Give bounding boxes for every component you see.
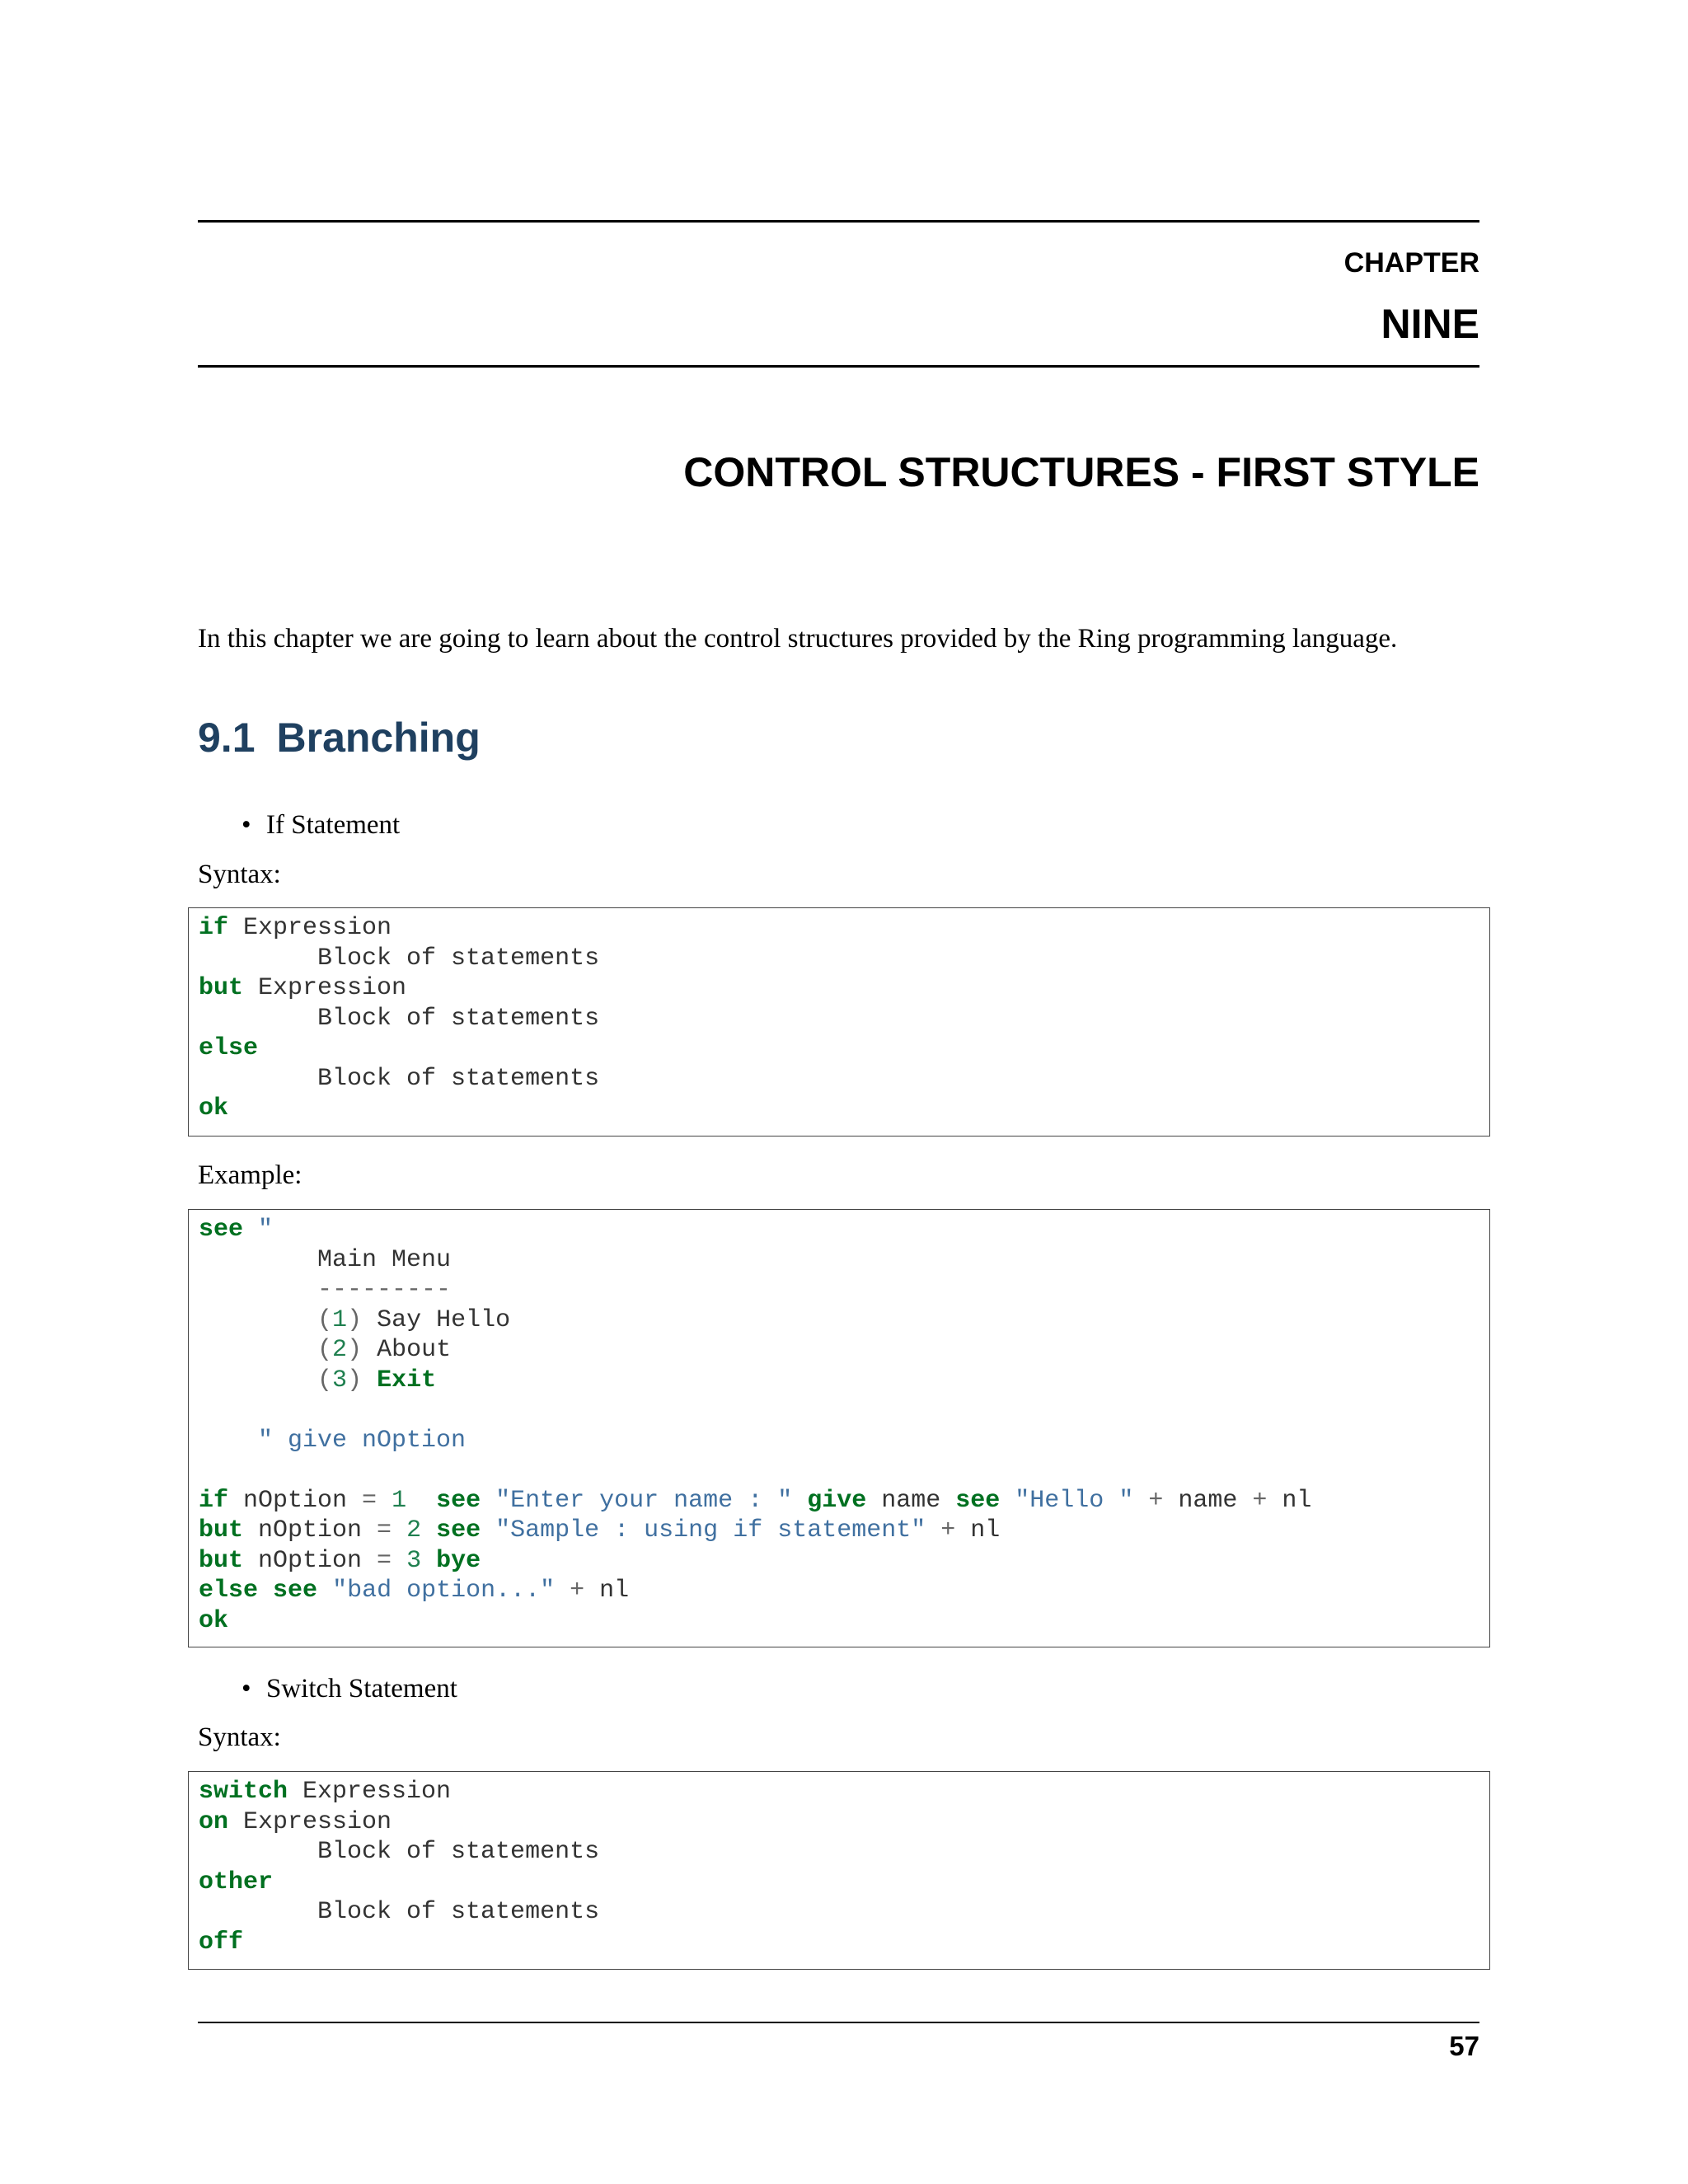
code-text: Say Hello (362, 1305, 511, 1334)
code-keyword: but (199, 1546, 244, 1575)
code-text (421, 1547, 436, 1575)
code-text: Expression (243, 974, 407, 1002)
switch-syntax-code-block (188, 1771, 1490, 1970)
code-line (199, 1094, 228, 1122)
bullet-dot: • (241, 1674, 251, 1704)
if-syntax-code (189, 908, 1489, 1127)
code-text: Block of statements (199, 944, 600, 972)
code-keyword: switch (199, 1778, 288, 1806)
code-line (199, 1808, 392, 1836)
code-operator: = (362, 1486, 377, 1515)
code-text (1000, 1487, 1015, 1515)
code-keyword: but (199, 1516, 244, 1544)
chapter-top-rule (198, 220, 1479, 223)
code-keyword: if (199, 914, 229, 942)
code-text: Expression (228, 1807, 392, 1836)
code-line (199, 1929, 243, 1957)
bullet-switch-statement (241, 1674, 457, 1704)
code-number: 3 (332, 1366, 348, 1394)
chapter-title: CONTROL STRUCTURES - FIRST STYLE (683, 449, 1479, 495)
code-text (199, 1427, 258, 1455)
code-text: name (1163, 1486, 1253, 1515)
code-keyword: other (199, 1868, 274, 1896)
code-line (199, 1898, 599, 1926)
if-example-code-block (188, 1209, 1490, 1647)
code-number: 2 (406, 1516, 422, 1544)
code-text (792, 1487, 807, 1515)
code-line (199, 1516, 1000, 1544)
code-line (199, 974, 406, 1002)
code-line (199, 1246, 451, 1274)
bullet-dot: • (241, 810, 251, 840)
bullet-if-statement (241, 810, 400, 841)
code-keyword: if (199, 1486, 229, 1515)
page-number: 57 (1449, 2031, 1479, 2061)
chapter-bottom-rule (198, 365, 1479, 368)
code-text (199, 1366, 317, 1394)
code-string: "bad option..." (332, 1577, 556, 1605)
code-text (317, 1577, 332, 1605)
code-keyword: see (436, 1486, 481, 1515)
code-text (199, 1276, 317, 1304)
code-line (199, 1276, 451, 1304)
if-example-code (189, 1210, 1489, 1639)
code-line (199, 1838, 599, 1866)
code-text (243, 1216, 258, 1244)
code-number: 1 (392, 1486, 407, 1515)
code-text (1133, 1487, 1148, 1515)
code-text: nOption (243, 1516, 377, 1544)
code-keyword: but (199, 974, 244, 1002)
syntax-label-2: Syntax: (198, 1722, 281, 1752)
code-string: " give nOption (258, 1426, 467, 1455)
code-text (406, 1487, 436, 1515)
if-syntax-code-block (188, 907, 1490, 1137)
code-operator: ) (347, 1336, 363, 1364)
code-number: 2 (332, 1336, 348, 1364)
code-text: Block of statements (199, 1838, 600, 1866)
code-operator: ( (317, 1366, 333, 1394)
code-text (926, 1516, 940, 1544)
code-operator: = (377, 1516, 392, 1544)
switch-syntax-code (189, 1772, 1489, 1961)
syntax-label-1: Syntax: (198, 860, 281, 889)
code-line (199, 944, 599, 972)
code-line (199, 1336, 451, 1364)
code-line (199, 1306, 510, 1334)
code-operator: ( (317, 1336, 333, 1364)
code-text (392, 1547, 406, 1575)
code-string: "Hello " (1015, 1486, 1134, 1515)
code-keyword: ok (199, 1606, 229, 1635)
code-text: nOption (243, 1546, 377, 1575)
code-text: nl (1267, 1486, 1312, 1515)
code-line (199, 1005, 599, 1033)
section-title: Branching (276, 715, 481, 761)
code-operator: + (1252, 1486, 1268, 1515)
code-string: "Enter your name : " (495, 1486, 793, 1515)
section-number: 9.1 (198, 715, 256, 761)
code-keyword: see (273, 1577, 318, 1605)
code-string: "Sample : using if statement" (495, 1516, 926, 1544)
code-text: Expression (228, 914, 392, 942)
intro-paragraph: In this chapter we are going to learn about the control structures provided by the Ring programming language. (198, 624, 1398, 654)
code-keyword: see (199, 1216, 244, 1244)
code-text (199, 1306, 317, 1334)
code-line (199, 1607, 228, 1635)
code-line (199, 1065, 599, 1093)
code-text: Block of statements (199, 1004, 600, 1033)
code-line (199, 1366, 436, 1394)
code-line (199, 1577, 629, 1605)
code-line (199, 1778, 451, 1806)
code-text: nl (955, 1516, 1001, 1544)
code-line (199, 1427, 466, 1455)
code-operator: + (940, 1516, 956, 1544)
code-number: 1 (332, 1305, 348, 1334)
code-operator: ( (317, 1305, 333, 1334)
code-text: Block of statements (199, 1898, 600, 1926)
code-string: " (258, 1216, 274, 1244)
code-operator: ) (347, 1305, 363, 1334)
code-keyword: Exit (377, 1366, 437, 1394)
code-line (199, 914, 392, 942)
code-keyword: give (807, 1486, 867, 1515)
bullet-label: Switch Statement (266, 1674, 457, 1704)
code-operator: + (1148, 1486, 1164, 1515)
code-keyword: ok (199, 1094, 229, 1122)
code-text: nl (584, 1577, 630, 1605)
code-text: Main Menu (199, 1245, 452, 1274)
code-line (199, 1216, 273, 1244)
chapter-label: CHAPTER (1343, 247, 1479, 279)
code-operator: ) (347, 1366, 363, 1394)
code-number: 3 (406, 1546, 422, 1575)
code-text: About (362, 1336, 452, 1364)
chapter-number: NINE (1381, 301, 1479, 347)
code-text: Block of statements (199, 1064, 600, 1093)
code-line (199, 1547, 481, 1575)
code-keyword: see (436, 1516, 481, 1544)
code-operator: + (570, 1577, 585, 1605)
code-line (199, 1487, 1311, 1515)
section-heading (198, 714, 481, 762)
code-text (481, 1516, 495, 1544)
code-text (377, 1487, 392, 1515)
code-keyword: see (955, 1486, 1001, 1515)
code-keyword: else (199, 1577, 259, 1605)
code-text (362, 1366, 377, 1394)
bullet-label: If Statement (266, 810, 401, 840)
code-text (392, 1516, 406, 1544)
code-operator: = (377, 1546, 392, 1575)
code-text: name (866, 1486, 956, 1515)
code-operator: --------- (317, 1276, 452, 1304)
code-keyword: bye (436, 1546, 481, 1575)
code-text (199, 1336, 317, 1364)
code-text (421, 1516, 436, 1544)
code-keyword: else (199, 1034, 259, 1062)
code-keyword: on (199, 1807, 229, 1836)
code-text (258, 1577, 273, 1605)
code-text (481, 1487, 495, 1515)
example-label: Example: (198, 1160, 302, 1190)
footer-rule (198, 2022, 1479, 2023)
code-line (199, 1868, 273, 1896)
code-text: nOption (228, 1486, 363, 1515)
code-keyword: off (199, 1928, 244, 1957)
code-line (199, 1034, 258, 1062)
code-text (555, 1577, 570, 1605)
code-text: Expression (288, 1778, 452, 1806)
